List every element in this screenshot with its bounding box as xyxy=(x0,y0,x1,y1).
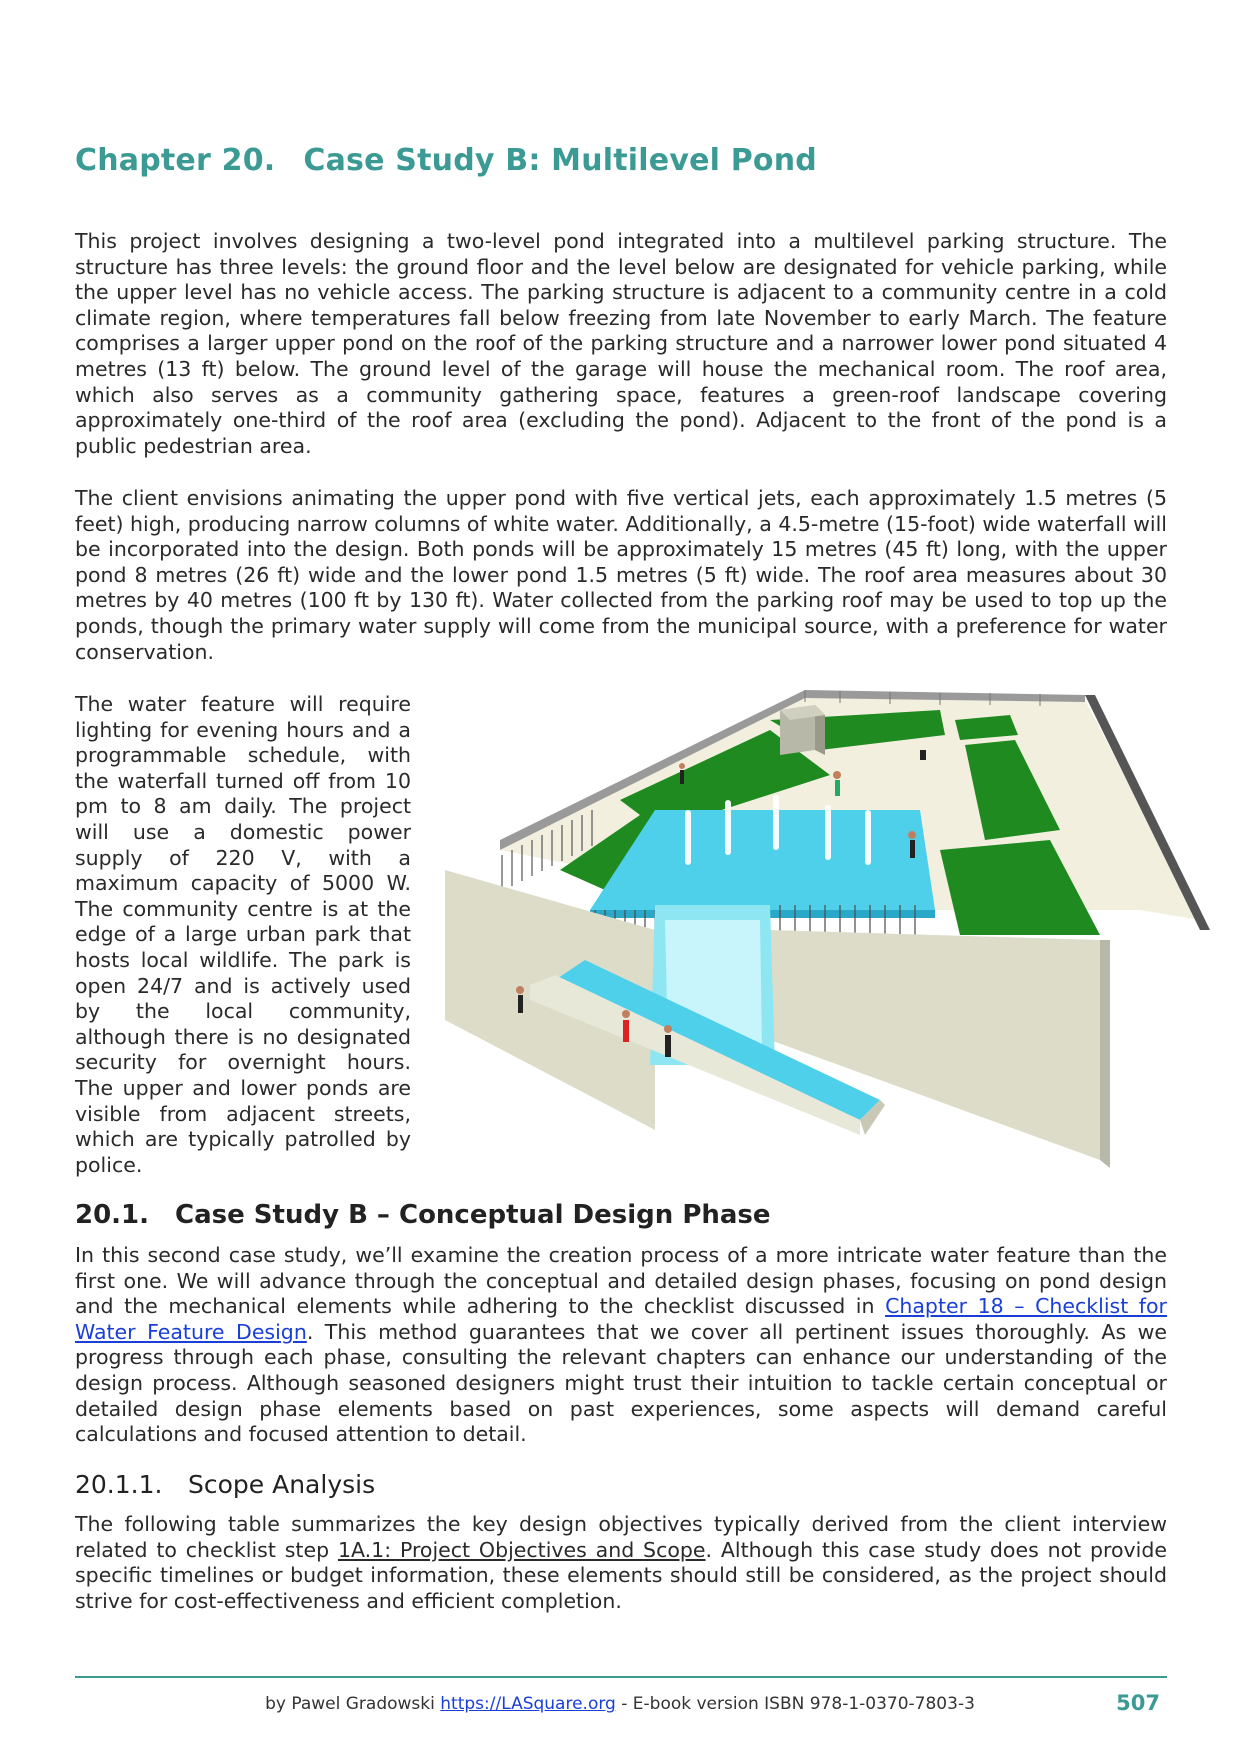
page-number: 507 xyxy=(1116,1691,1160,1715)
footer xyxy=(0,1694,1240,1714)
p4-text-before: In this second case study, we’ll examine the creation process of a more intricate water feature than the first one. We will advance through the conceptual and detailed design phases, focusing on pond design and the mechanical elements while adhering to the checklist discussed in xyxy=(75,1243,1167,1319)
client-vision-paragraph: The client envisions animating the upper pond with five vertical jets, each approximately 1.5 metres (5 feet) high, producing narrow columns of white water. Additionally, a 4.5-metre (15-foot) wide waterfall will be incorporated into the design. Both ponds will be approximately 15 metres (45 ft) long, with the upper pond 8 metres (26 ft) wide and the lower pond 1.5 metres (5 ft) wide. The roof area measures about 30 metres by 40 metres (100 ft by 130 ft). Water collected from the parking roof may be used to top up the ponds, though the primary water supply will come from the municipal source, with a preference for water conservation. xyxy=(75,486,1167,664)
subsection-number: 20.1.1. xyxy=(75,1470,163,1499)
requirements-paragraph: The water feature will require lighting for evening hours and a programmable schedule, with the waterfall turned off from 10 pm to 8 am daily. The project will use a domestic power supply of 220 V, with a maximum capacity of 5000 W. The community centre is at the edge of a large urban park that hosts local wildlife. The park is open 24/7 and is actively used by the local community, although there is no designated security for overnight hours. The upper and lower ponds are visible from adjacent streets, which are typically patrolled by police. xyxy=(75,692,411,1177)
case-study-paragraph xyxy=(75,1243,1167,1448)
footer-divider xyxy=(75,1676,1167,1678)
chapter-name: Case Study B: Multilevel Pond xyxy=(303,143,817,178)
scope-paragraph xyxy=(75,1512,1167,1614)
multilevel-pond-illustration xyxy=(440,690,1232,1178)
checklist-step-reference[interactable]: 1A.1: Project Objectives and Scope xyxy=(337,1537,706,1562)
chapter-number: Chapter 20. xyxy=(75,143,276,178)
subsection-title: Scope Analysis xyxy=(188,1470,376,1499)
section-number: 20.1. xyxy=(75,1200,150,1230)
section-heading xyxy=(75,1200,771,1230)
footer-url-link[interactable]: https://LASquare.org xyxy=(440,1694,616,1714)
footer-edition: - E-book version ISBN 978-1-0370-7803-3 xyxy=(621,1694,975,1714)
p4-text-after: . This method guarantees that we cover all pertinent issues thoroughly. As we progress through each phase, consulting the relevant chapters can enhance our understanding of the design process. Although seasoned designers might trust their intuition to tackle certain conceptual or detailed design phase elements based on past experiences, some aspects will demand careful calculations and focused attention to detail. xyxy=(75,1319,1167,1447)
p5-text-before: The following table summarizes the key design objectives typically derived from the client interview related to checklist step xyxy=(75,1512,1167,1562)
chapter-title xyxy=(75,143,817,178)
footer-author: by Pawel Gradowski xyxy=(265,1694,435,1714)
section-title: Case Study B – Conceptual Design Phase xyxy=(175,1200,771,1230)
chapter-18-link[interactable]: Chapter 18 – Checklist for Water Feature Design xyxy=(75,1294,1167,1344)
p5-text-after: . Although this case study does not provide specific timelines or budget information, these elements should still be considered, as the project should strive for cost-effectiveness and efficient completion. xyxy=(75,1537,1167,1613)
intro-paragraph: This project involves designing a two-level pond integrated into a multilevel parking structure. The structure has three levels: the ground floor and the level below are designated for vehicle parking, while the upper level has no vehicle access. The parking structure is adjacent to a community centre in a cold climate region, where temperatures fall below freezing from late November to early March. The feature comprises a larger upper pond on the roof of the parking structure and a narrower lower pond situated 4 metres (13 ft) below. The ground level of the garage will house the mechanical room. The roof area, which also serves as a community gathering space, features a green-roof landscape covering approximately one-third of the roof area (excluding the pond). Adjacent to the front of the pond is a public pedestrian area. xyxy=(75,229,1167,458)
subsection-heading xyxy=(75,1470,375,1499)
